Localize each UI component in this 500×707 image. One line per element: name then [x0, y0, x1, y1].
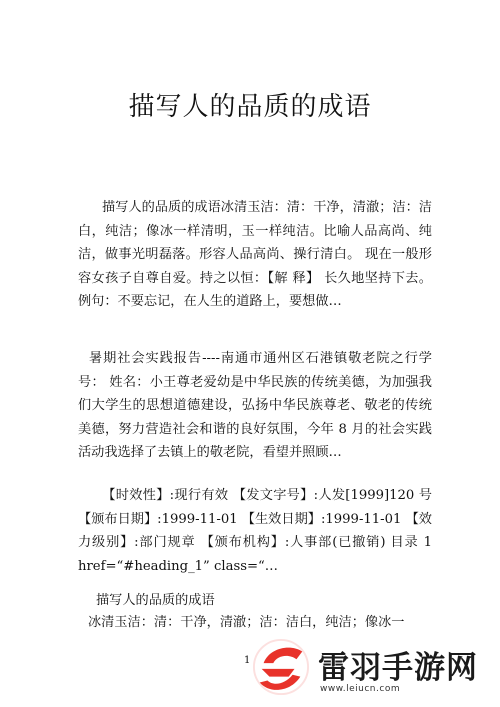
- red-swoosh-logo-icon: [252, 638, 310, 696]
- paragraph-2: [78, 347, 432, 465]
- paragraph-1: [78, 196, 432, 314]
- section-heading: 描写人的品质的成语: [96, 593, 215, 608]
- body-line: 冰清玉洁：清：干净，清澈；洁：洁白，纯洁；像冰一: [88, 615, 405, 630]
- site-watermark: [252, 638, 492, 700]
- paragraph-3: [78, 484, 432, 578]
- paragraph-2-text: 暑期社会实践报告----南通市通州区石港镇敬老院之行学号： 姓名：小王尊老爱幼是中华民族的传统美德，为加强我们大学生的思想道德建设，弘扬中华民族尊老、敬老的传统美德，努力营造社会和谐的良好氛围，今年 8 月的社会实践活动我选择了去镇上的敬老院，看望并照顾…: [78, 351, 432, 460]
- page-title: 描写人的品质的成语: [128, 92, 372, 122]
- paragraph-3-text: 【时效性】:现行有效 【发文字号】:人发[1999]120 号 【颁布日期】:1999-11-01 【生效日期】:1999-11-01 【效力级别】:部门规章 【颁布机构】:人事部(已撤销) 目录 1 href=“#heading_1” class=“…: [78, 488, 432, 574]
- paragraph-1-text: 描写人的品质的成语冰清玉洁：清：干净，清澈；洁：洁白，纯洁；像冰一样清明，玉一样纯洁。比喻人品高尚、纯洁，做事光明磊落。形容人品高尚、操行清白。 现在一般形容女孩子自尊自爱。持之以恒：【解 释】 长久地坚持下去。例句：不要忘记，在人生的道路上，要想做…: [78, 200, 432, 309]
- watermark-url: www.leiucn.com: [320, 684, 401, 694]
- watermark-site-name: 雷羽手游网: [318, 650, 478, 686]
- page-number: 1: [244, 655, 251, 666]
